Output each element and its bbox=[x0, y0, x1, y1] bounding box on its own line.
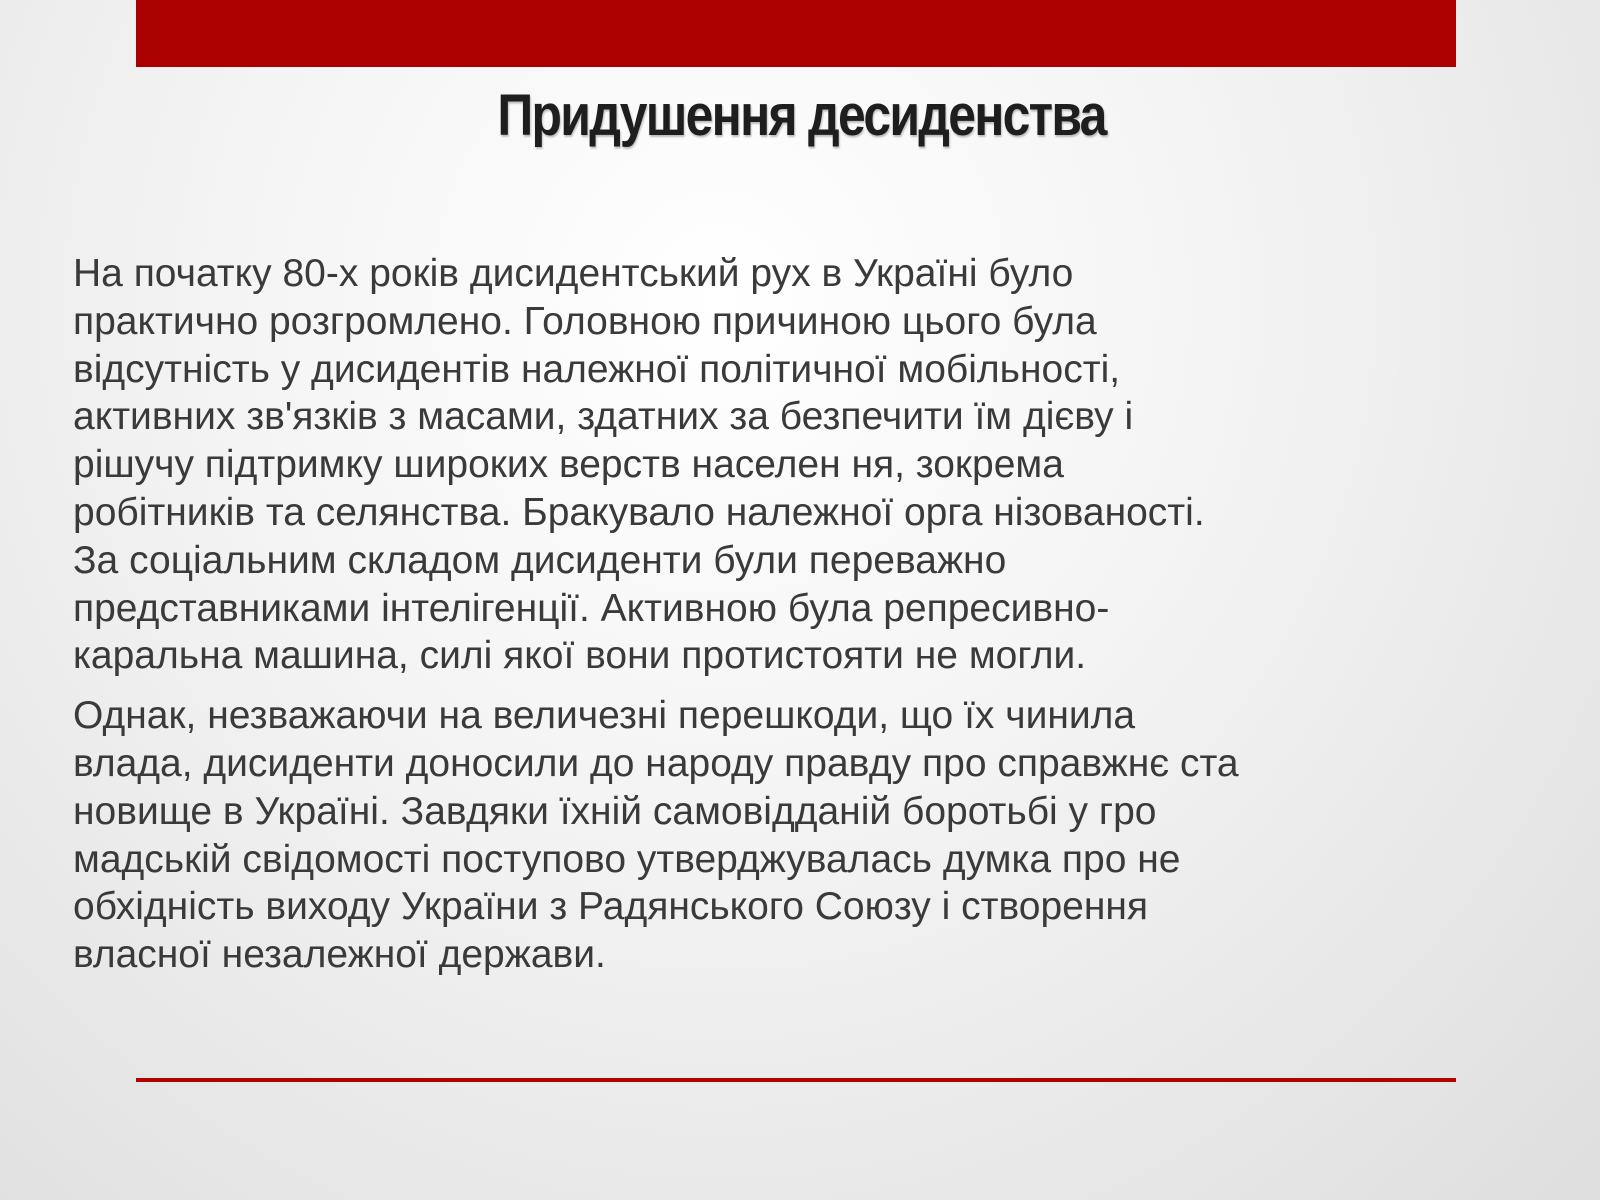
body-paragraph-1: На початку 80-х років дисидентський рух в Україні було практично розгромлено. Головною причиною цього була відсутність у дисидентів належної політичної мобільності, активних зв'язків з масами, здатних за безпечити їм дієву і рішучу підтримку широких верств населен ня, зокрема робітників та селянства. Бракувало належної орга нізованості. За соціальним складом дисиденти були переважно представниками інтелігенції. Активною була репресивно- каральна машина, силі якої вони протистояти не могли. bbox=[73, 252, 1205, 678]
slide-body bbox=[73, 250, 1473, 979]
bottom-divider-line bbox=[136, 1078, 1456, 1082]
top-accent-bar bbox=[136, 0, 1456, 67]
body-paragraph-2: Однак, незважаючи на величезні перешкоди, що їх чинила влада, дисиденти доносили до народу правду про справжнє ста новище в Україні. Завдяки їхній самовідданій боротьбі у гро мадській свідомості поступово утверджувалась думка про не обхідність виходу України з Радянського Союзу і створення власної незалежної держави. bbox=[73, 694, 1239, 977]
slide-title: Придушення десиденства bbox=[497, 83, 1106, 148]
